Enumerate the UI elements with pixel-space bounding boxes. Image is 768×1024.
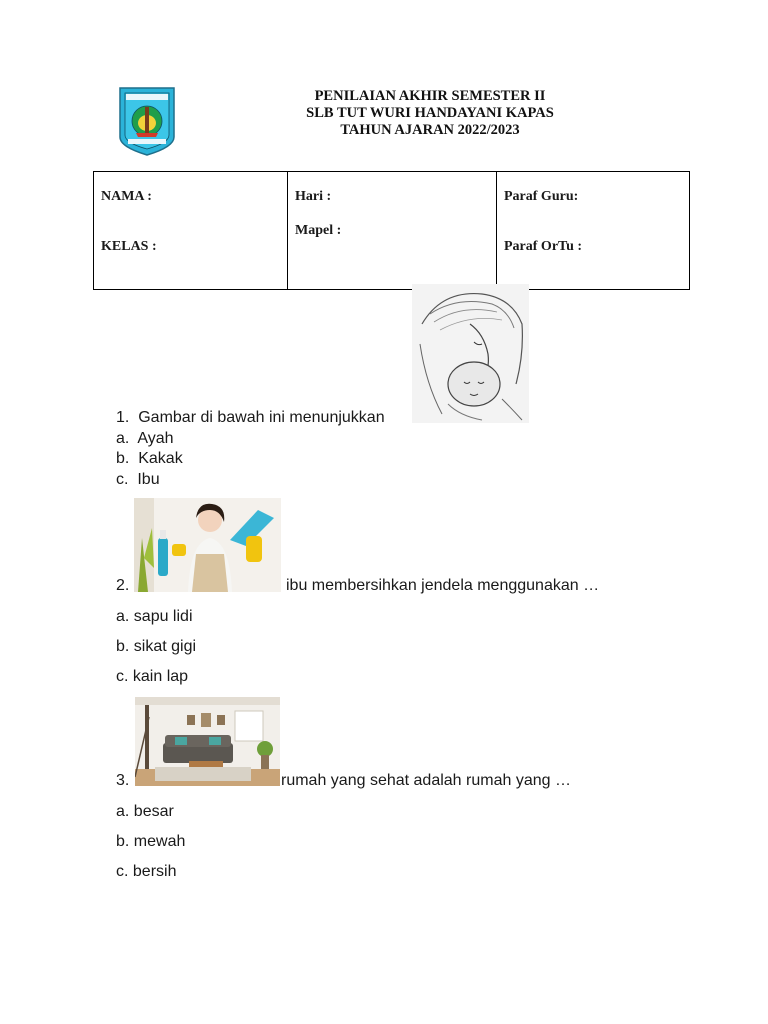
kelas-label: KELAS : <box>101 239 157 254</box>
header-school: SLB TUT WURI HANDAYANI KAPAS <box>306 105 554 121</box>
living-room-icon <box>135 697 280 786</box>
option-text: Kakak <box>138 450 183 467</box>
question-1-number: 1. <box>116 409 130 426</box>
paraf-guru-label: Paraf Guru: <box>504 189 579 204</box>
option-letter: a. <box>116 430 130 447</box>
paraf-ortu-label: Paraf OrTu : <box>504 239 583 254</box>
question-3-option-b: b. mewah <box>116 833 186 850</box>
question-1-option-c <box>116 470 160 489</box>
option-text: Ibu <box>137 471 160 488</box>
question-1-option-b <box>116 449 183 468</box>
student-info-table <box>93 171 690 290</box>
woman-cleaning-window-icon <box>134 498 281 592</box>
option-letter: c. <box>116 471 129 488</box>
school-logo-icon <box>116 85 178 157</box>
header-title: PENILAIAN AKHIR SEMESTER II <box>314 88 546 104</box>
option-text: Ayah <box>137 430 174 447</box>
question-2-option-c: c. kain lap <box>116 668 189 685</box>
question-2-text: ibu membersihkan jendela menggunakan … <box>286 577 600 594</box>
hari-label: Hari : <box>295 189 332 204</box>
question-3-text: rumah yang sehat adalah rumah yang … <box>281 772 571 789</box>
student-cell <box>94 172 288 290</box>
option-letter: b. <box>116 450 130 467</box>
mapel-label: Mapel : <box>295 223 342 238</box>
nama-label: NAMA : <box>101 189 152 204</box>
question-3-option-a: a. besar <box>116 803 174 820</box>
header-year: TAHUN AJARAN 2022/2023 <box>340 122 520 138</box>
question-2-option-a: a. sapu lidi <box>116 608 193 625</box>
question-1 <box>116 408 385 427</box>
mother-baby-sketch-icon <box>412 284 529 423</box>
signature-cell <box>497 172 690 290</box>
question-2-option-b: b. sikat gigi <box>116 638 197 655</box>
question-1-option-a <box>116 429 174 448</box>
question-2-number: 2. <box>116 577 130 594</box>
question-1-text: Gambar di bawah ini menunjukkan <box>138 409 385 426</box>
question-3-option-c: c. bersih <box>116 863 177 880</box>
exam-header <box>230 88 630 139</box>
lesson-cell <box>288 172 497 290</box>
question-3-number: 3. <box>116 772 130 789</box>
